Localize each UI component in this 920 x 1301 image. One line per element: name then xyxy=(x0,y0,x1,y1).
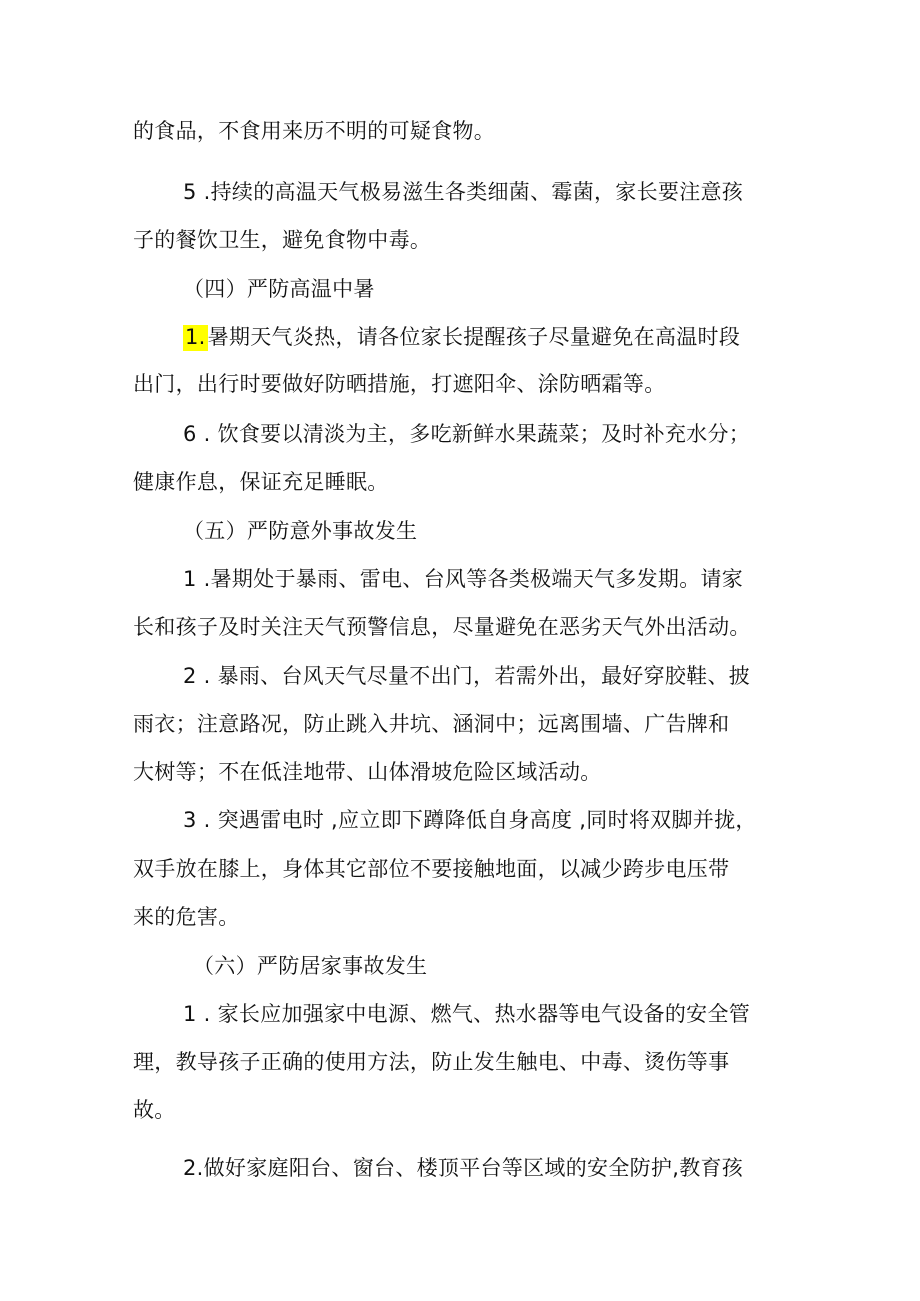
paragraph-line: 的食品，不食用来历不明的可疑食物。 xyxy=(133,119,496,143)
paragraph-line: 子的餐饮卫生，避免食物中毒。 xyxy=(133,228,432,252)
paragraph-line: 长和孩子及时关注天气预警信息，尽量避免在恶劣天气外出活动。 xyxy=(133,615,751,639)
paragraph-text: 暑期天气炎热，请各位家长提醒孩子尽量避免在高温时段 xyxy=(207,325,741,349)
paragraph-line: 大树等；不在低洼地带、山体滑坡危险区域活动。 xyxy=(133,760,602,784)
paragraph-line: 出门，出行时要做好防晒措施，打遮阳伞、涂防晒霜等。 xyxy=(133,372,666,396)
section-heading: （四）严防高温中暑 xyxy=(183,277,375,301)
paragraph-line xyxy=(183,323,740,351)
paragraph-line: 2.做好家庭阳台、窗台、楼顶平台等区域的安全防护,教育孩 xyxy=(183,1156,744,1180)
paragraph-line: 6 . 饮食要以清淡为主，多吃新鲜水果蔬菜；及时补充水分； xyxy=(183,422,751,446)
paragraph-line: 来的危害。 xyxy=(133,905,240,929)
paragraph-line: 1 . 家长应加强家中电源、燃气、热水器等电气设备的安全管 xyxy=(183,1002,751,1026)
paragraph-line: 1 .暑期处于暴雨、雷电、台风等各类极端天气多发期。请家 xyxy=(183,567,744,591)
paragraph-line: 双手放在膝上，身体其它部位不要接触地面，以减少跨步电压带 xyxy=(133,857,730,881)
paragraph-line: 5 .持续的高温天气极易滋生各类细菌、霉菌，家长要注意孩 xyxy=(183,180,744,204)
paragraph-line: 健康作息，保证充足睡眠。 xyxy=(133,470,389,494)
paragraph-line: 3 . 突遇雷电时 ,应立即下蹲降低自身高度 ,同时将双脚并拢， xyxy=(183,808,757,832)
section-heading: （六）严防居家事故发生 xyxy=(193,954,428,978)
paragraph-line: 2 . 暴雨、台风天气尽量不出门，若需外出，最好穿胶鞋、披 xyxy=(183,664,751,688)
section-heading: （五）严防意外事故发生 xyxy=(183,519,418,543)
paragraph-line: 故。 xyxy=(133,1098,176,1122)
paragraph-line: 理，教导孩子正确的使用方法，防止发生触电、中毒、烫伤等事 xyxy=(133,1050,730,1074)
highlighted-list-number: 1. xyxy=(185,325,206,349)
paragraph-line: 雨衣；注意路况，防止跳入井坑、涵洞中；远离围墙、广告牌和 xyxy=(133,712,730,736)
